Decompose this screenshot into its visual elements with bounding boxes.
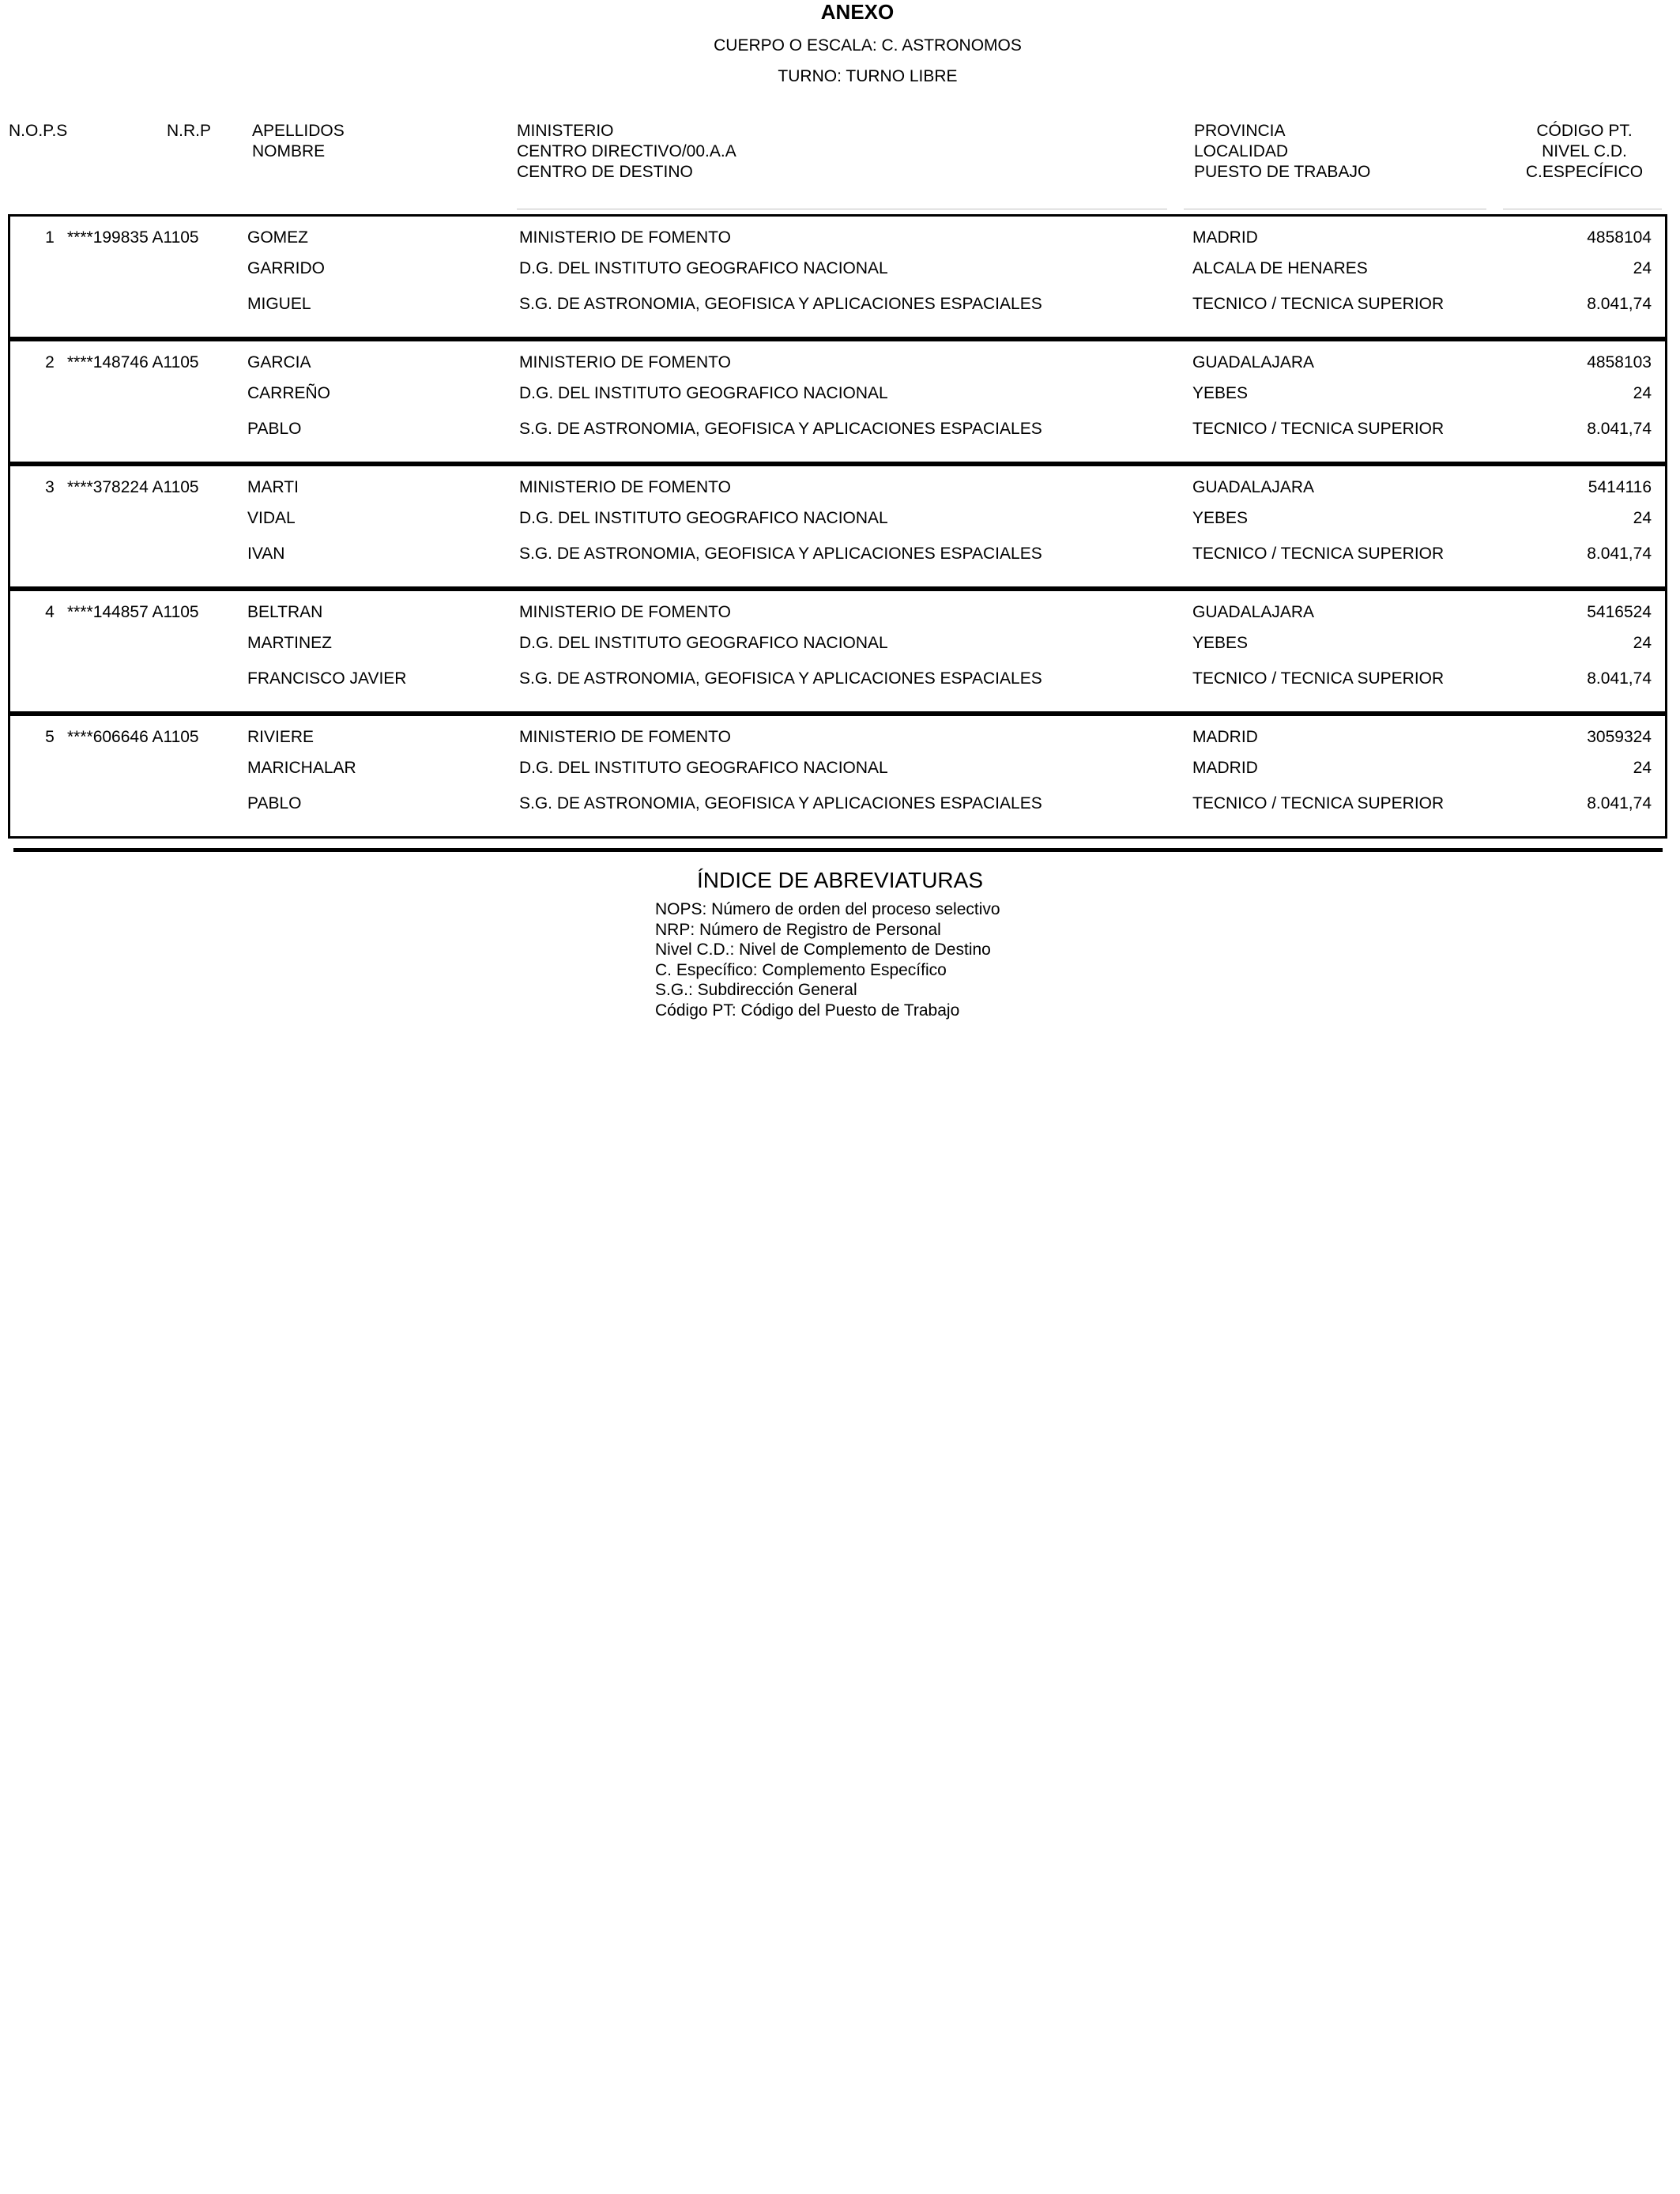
turno: TURNO: TURNO LIBRE <box>778 67 958 85</box>
record-row <box>8 339 1667 464</box>
record-codigo: 4858104 <box>1587 228 1652 247</box>
record-centro-destino: S.G. DE ASTRONOMIA, GEOFISICA Y APLICACIONES ESPACIALES <box>519 420 1042 438</box>
column-header-centro-destino-label: CENTRO DE DESTINO <box>517 163 693 181</box>
record-apellido2: MARTINEZ <box>247 634 332 652</box>
record-puesto: TECNICO / TECNICA SUPERIOR <box>1192 794 1445 812</box>
record-codigo: 4858103 <box>1587 353 1652 371</box>
record-nops: 3 <box>45 478 55 496</box>
record-codigo: 5414116 <box>1588 478 1652 496</box>
record-nops: 5 <box>45 728 55 746</box>
record-centro-destino: S.G. DE ASTRONOMIA, GEOFISICA Y APLICACIONES ESPACIALES <box>519 295 1042 313</box>
record-ministerio: MINISTERIO DE FOMENTO <box>519 228 731 247</box>
record-apellido2: CARREÑO <box>247 384 331 402</box>
abbreviation-item: NOPS: Número de orden del proceso selectivo <box>655 900 1000 918</box>
record-apellido2: VIDAL <box>247 509 296 527</box>
abbreviation-item: Nivel C.D.: Nivel de Complemento de Destino <box>655 941 991 959</box>
record-codigo: 3059324 <box>1587 728 1652 746</box>
column-header-codigo <box>1505 121 1663 183</box>
record-centro-directivo: D.G. DEL INSTITUTO GEOGRAFICO NACIONAL <box>519 259 888 277</box>
column-header-nrp-label: N.R.P <box>167 122 212 140</box>
record-centro-destino: S.G. DE ASTRONOMIA, GEOFISICA Y APLICACIONES ESPACIALES <box>519 545 1042 563</box>
record-nivel: 24 <box>1633 259 1652 277</box>
record-apellido1: MARTI <box>247 478 299 496</box>
column-header-provincia-label: PROVINCIA <box>1194 122 1286 140</box>
record-localidad: YEBES <box>1192 634 1249 652</box>
record-especifico: 8.041,74 <box>1587 420 1652 438</box>
cuerpo-escala: CUERPO O ESCALA: C. ASTRONOMOS <box>714 36 1022 55</box>
abbreviations-title: ÍNDICE DE ABREVIATURAS <box>696 868 983 892</box>
column-header-ministerio-label: MINISTERIO <box>517 122 614 140</box>
record-nombre: PABLO <box>247 420 302 438</box>
record-provincia: GUADALAJARA <box>1192 353 1315 371</box>
abbreviation-item: S.G.: Subdirección General <box>655 981 857 1000</box>
record-centro-directivo: D.G. DEL INSTITUTO GEOGRAFICO NACIONAL <box>519 384 888 402</box>
column-header-nrp <box>167 121 211 141</box>
column-header-localidad-label: LOCALIDAD <box>1194 142 1289 160</box>
column-header-nops <box>9 121 67 141</box>
record-codigo: 5416524 <box>1587 603 1652 621</box>
record-ministerio: MINISTERIO DE FOMENTO <box>519 603 731 621</box>
record-nombre: PABLO <box>247 794 302 812</box>
abbreviations-list <box>655 899 1000 1021</box>
column-header-especifico-label: C.ESPECÍFICO <box>1525 163 1644 181</box>
record-ministerio: MINISTERIO DE FOMENTO <box>519 478 731 496</box>
record-row <box>8 589 1667 714</box>
record-nrp: ****199835 A1105 <box>67 228 199 247</box>
document-title: ANEXO <box>820 0 895 24</box>
record-ministerio: MINISTERIO DE FOMENTO <box>519 353 731 371</box>
record-especifico: 8.041,74 <box>1587 669 1652 688</box>
section-divider <box>13 848 1663 852</box>
column-header-ministerio <box>517 121 736 183</box>
record-nivel: 24 <box>1633 759 1652 777</box>
abbreviation-item: C. Específico: Complemento Específico <box>655 960 947 979</box>
record-centro-destino: S.G. DE ASTRONOMIA, GEOFISICA Y APLICACIONES ESPACIALES <box>519 669 1042 688</box>
record-puesto: TECNICO / TECNICA SUPERIOR <box>1192 420 1445 438</box>
record-nops: 1 <box>45 228 55 247</box>
record-centro-directivo: D.G. DEL INSTITUTO GEOGRAFICO NACIONAL <box>519 634 888 652</box>
record-provincia: GUADALAJARA <box>1192 478 1315 496</box>
record-nombre: IVAN <box>247 545 285 563</box>
record-especifico: 8.041,74 <box>1587 794 1652 812</box>
record-nrp: ****378224 A1105 <box>67 478 199 496</box>
record-nivel: 24 <box>1633 509 1652 527</box>
record-nombre: FRANCISCO JAVIER <box>247 669 407 688</box>
record-puesto: TECNICO / TECNICA SUPERIOR <box>1192 295 1445 313</box>
record-ministerio: MINISTERIO DE FOMENTO <box>519 728 731 746</box>
record-apellido1: RIVIERE <box>247 728 315 746</box>
record-puesto: TECNICO / TECNICA SUPERIOR <box>1192 545 1445 563</box>
record-apellido1: GARCIA <box>247 353 311 371</box>
record-apellido2: GARRIDO <box>247 259 326 277</box>
record-nrp: ****606646 A1105 <box>67 728 199 746</box>
column-header-codigo-label: CÓDIGO PT. <box>1536 122 1633 140</box>
record-puesto: TECNICO / TECNICA SUPERIOR <box>1192 669 1445 688</box>
record-apellido1: BELTRAN <box>247 603 323 621</box>
record-apellido1: GOMEZ <box>247 228 308 247</box>
record-especifico: 8.041,74 <box>1587 295 1652 313</box>
column-header-provincia <box>1194 121 1370 183</box>
column-header-nivel-label: NIVEL C.D. <box>1542 142 1627 160</box>
column-header-apellidos-label: APELLIDOS <box>252 122 345 140</box>
record-nivel: 24 <box>1633 384 1652 402</box>
column-header-puesto-label: PUESTO DE TRABAJO <box>1194 163 1371 181</box>
record-row <box>8 214 1667 339</box>
record-nombre: MIGUEL <box>247 295 311 313</box>
column-header-nops-label: N.O.P.S <box>9 122 68 140</box>
record-provincia: GUADALAJARA <box>1192 603 1315 621</box>
abbreviation-item: NRP: Número de Registro de Personal <box>655 920 941 939</box>
record-centro-directivo: D.G. DEL INSTITUTO GEOGRAFICO NACIONAL <box>519 509 888 527</box>
record-nivel: 24 <box>1633 634 1652 652</box>
abbreviation-item: Código PT: Código del Puesto de Trabajo <box>655 1001 960 1020</box>
record-nops: 2 <box>45 353 55 371</box>
record-especifico: 8.041,74 <box>1587 545 1652 563</box>
record-localidad: ALCALA DE HENARES <box>1192 259 1368 277</box>
record-centro-directivo: D.G. DEL INSTITUTO GEOGRAFICO NACIONAL <box>519 759 888 777</box>
record-provincia: MADRID <box>1192 228 1258 247</box>
record-row <box>8 714 1667 839</box>
record-localidad: YEBES <box>1192 509 1249 527</box>
record-nrp: ****148746 A1105 <box>67 353 199 371</box>
record-nrp: ****144857 A1105 <box>67 603 199 621</box>
record-provincia: MADRID <box>1192 728 1258 746</box>
record-centro-destino: S.G. DE ASTRONOMIA, GEOFISICA Y APLICACIONES ESPACIALES <box>519 794 1042 812</box>
record-nops: 4 <box>45 603 55 621</box>
record-localidad: MADRID <box>1192 759 1258 777</box>
record-apellido2: MARICHALAR <box>247 759 356 777</box>
column-header-centro-directivo-label: CENTRO DIRECTIVO/00.A.A <box>517 142 736 160</box>
column-header-apellidos <box>252 121 345 162</box>
column-header-nombre-label: NOMBRE <box>252 142 326 160</box>
record-row <box>8 464 1667 589</box>
record-localidad: YEBES <box>1192 384 1249 402</box>
